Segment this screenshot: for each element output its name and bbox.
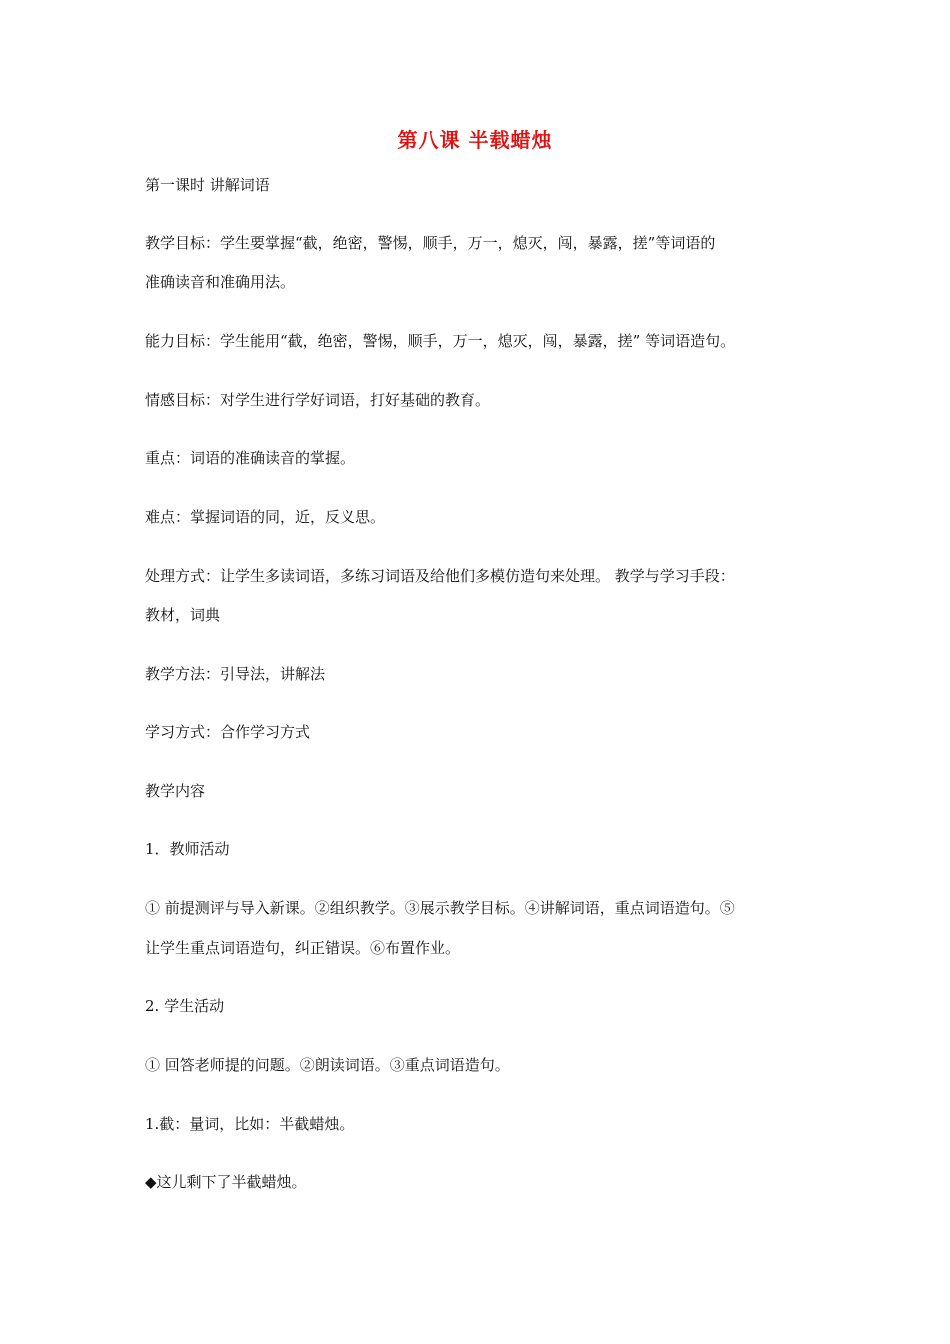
- student-activity-line: ① 回答老师提的问题。②朗读词语。③重点词语造句。: [145, 1056, 510, 1074]
- teaching-goal-line-1: 教学目标：学生要掌握“截，绝密，警惕，顺手，万一，熄灭，闯，暴露，搓”等词语的: [145, 234, 716, 252]
- vocab-example: ◆这儿剩下了半截蜡烛。: [145, 1173, 307, 1191]
- student-activity-heading: 2. 学生活动: [145, 997, 225, 1015]
- teacher-activity-heading: 1．教师活动: [145, 840, 230, 858]
- handling-method-line-1: 处理方式：让学生多读词语，多练习词语及给他们多模仿造句来处理。 教学与学习手段：: [145, 567, 735, 585]
- ability-goal: 能力目标：学生能用“截，绝密，警惕，顺手，万一，熄灭，闯，暴露，搓” 等词语造句。: [145, 332, 736, 350]
- teacher-activity-line-2: 让学生重点词语造句，纠正错误。⑥布置作业。: [145, 939, 461, 957]
- section-heading: 第一课时 讲解词语: [145, 176, 270, 194]
- teaching-goal-line-2: 准确读音和准确用法。: [145, 273, 296, 291]
- handling-method-line-2: 教材，词典: [145, 606, 221, 624]
- teaching-method: 教学方法：引导法，讲解法: [145, 665, 326, 683]
- teaching-content-heading: 教学内容: [145, 782, 206, 800]
- lesson-title: 第八课 半载蜡烛: [397, 128, 553, 152]
- learning-method: 学习方式：合作学习方式: [145, 723, 311, 741]
- vocab-entry: 1.截：量词，比如：半截蜡烛。: [145, 1115, 355, 1133]
- difficult-point: 难点：掌握词语的同，近，反义思。: [145, 508, 386, 526]
- emotional-goal: 情感目标：对学生进行学好词语，打好基础的教育。: [145, 391, 491, 409]
- key-point: 重点：词语的准确读音的掌握。: [145, 449, 356, 467]
- teacher-activity-line-1: ① 前提测评与导入新课。②组织教学。③展示教学目标。④讲解词语，重点词语造句。⑤: [145, 899, 735, 917]
